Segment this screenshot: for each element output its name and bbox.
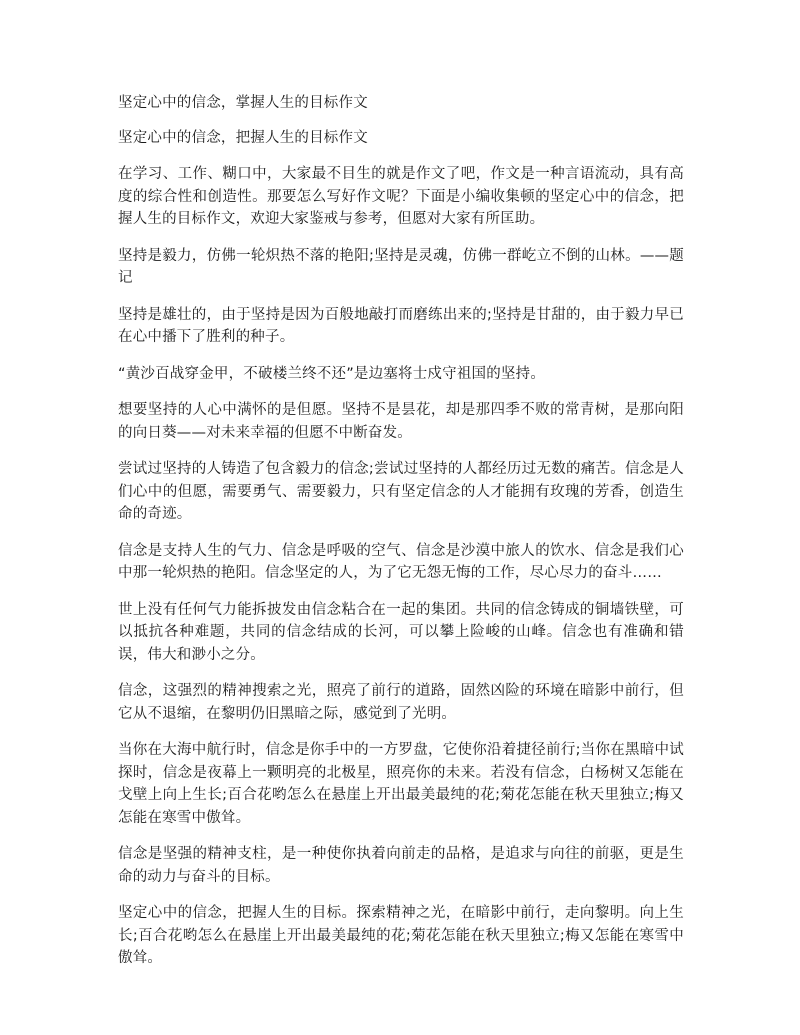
paragraph: “黄沙百战穿金甲，不破楼兰终不还”是边塞将士戍守祖国的坚持。	[118, 365, 546, 382]
document-subtitle: 坚定心中的信念，把握人生的目标作文	[118, 129, 368, 146]
paragraph: 尝试过坚持的人铸造了包含毅力的信念;尝试过坚持的人都经历过无数的痛苦。信念是人们心中的但愿，需要勇气、需要毅力，只有坚定信念的人才能拥有玫瑰的芳香，创造生命的奇迹。	[118, 461, 684, 522]
document-page	[118, 92, 684, 984]
paragraph: 在学习、工作、糊口中，大家最不目生的就是作文了吧，作文是一种言语流动，具有高度的综合性和创造性。那要怎么写好作文呢？下面是小编收集顿的坚定心中的信念，把握人生的目标作文，欢迎大家鉴戒与参考，但愿对大家有所匡助。	[118, 166, 684, 227]
paragraph: 坚定心中的信念，把握人生的目标。探索精神之光，在暗影中前行，走向黎明。向上生长;百合花哟怎么在悬崖上开出最美最纯的花;菊花怎能在秋天里独立;梅又怎能在寒雪中傲耸。	[118, 905, 684, 966]
paragraph: 信念是支持人生的气力、信念是呼吸的空气、信念是沙漠中旅人的饮水、信念是我们心中那一轮炽热的艳阳。信念坚定的人，为了它无怨无悔的工作，尽心尽力的奋斗……	[118, 542, 684, 581]
paragraph: 坚持是雄壮的，由于坚持是因为百般地敲打而磨练出来的;坚持是甘甜的，由于毅力早已在心中播下了胜利的种子。	[118, 306, 684, 345]
paragraph: 当你在大海中航行时，信念是你手中的一方罗盘，它使你沿着捷径前行;当你在黑暗中试探时，信念是夜幕上一颗明亮的北极星，照亮你的未来。若没有信念，白杨树又怎能在戈壁上向上生长;百合花哟怎么在悬崖上开出最美最纯的花;菊花怎能在秋天里独立;梅又怎能在寒雪中傲耸。	[118, 742, 684, 826]
paragraph: 信念，这强烈的精神搜索之光，照亮了前行的道路，固然凶险的环境在暗影中前行，但它从不退缩，在黎明仍旧黑暗之际，感觉到了光明。	[118, 683, 684, 722]
paragraph: 信念是坚强的精神支柱，是一种使你执着向前走的品格，是追求与向往的前驱，更是生命的动力与奋斗的目标。	[118, 846, 684, 885]
paragraph: 坚持是毅力，仿佛一轮炽热不落的艳阳;坚持是灵魂，仿佛一群屹立不倒的山林。——题记	[118, 247, 684, 286]
document-title: 坚定心中的信念，掌握人生的目标作文	[118, 95, 368, 111]
paragraph: 想要坚持的人心中满怀的是但愿。坚持不是昙花，却是那四季不败的常青树，是那向阳的向日葵——对未来幸福的但愿不中断奋发。	[118, 402, 684, 441]
paragraph: 世上没有任何气力能拆披发由信念粘合在一起的集团。共同的信念铸成的铜墙铁壁，可以抵抗各种难题，共同的信念结成的长河，可以攀上险峻的山峰。信念也有准确和错误，伟大和渺小之分。	[118, 601, 684, 663]
